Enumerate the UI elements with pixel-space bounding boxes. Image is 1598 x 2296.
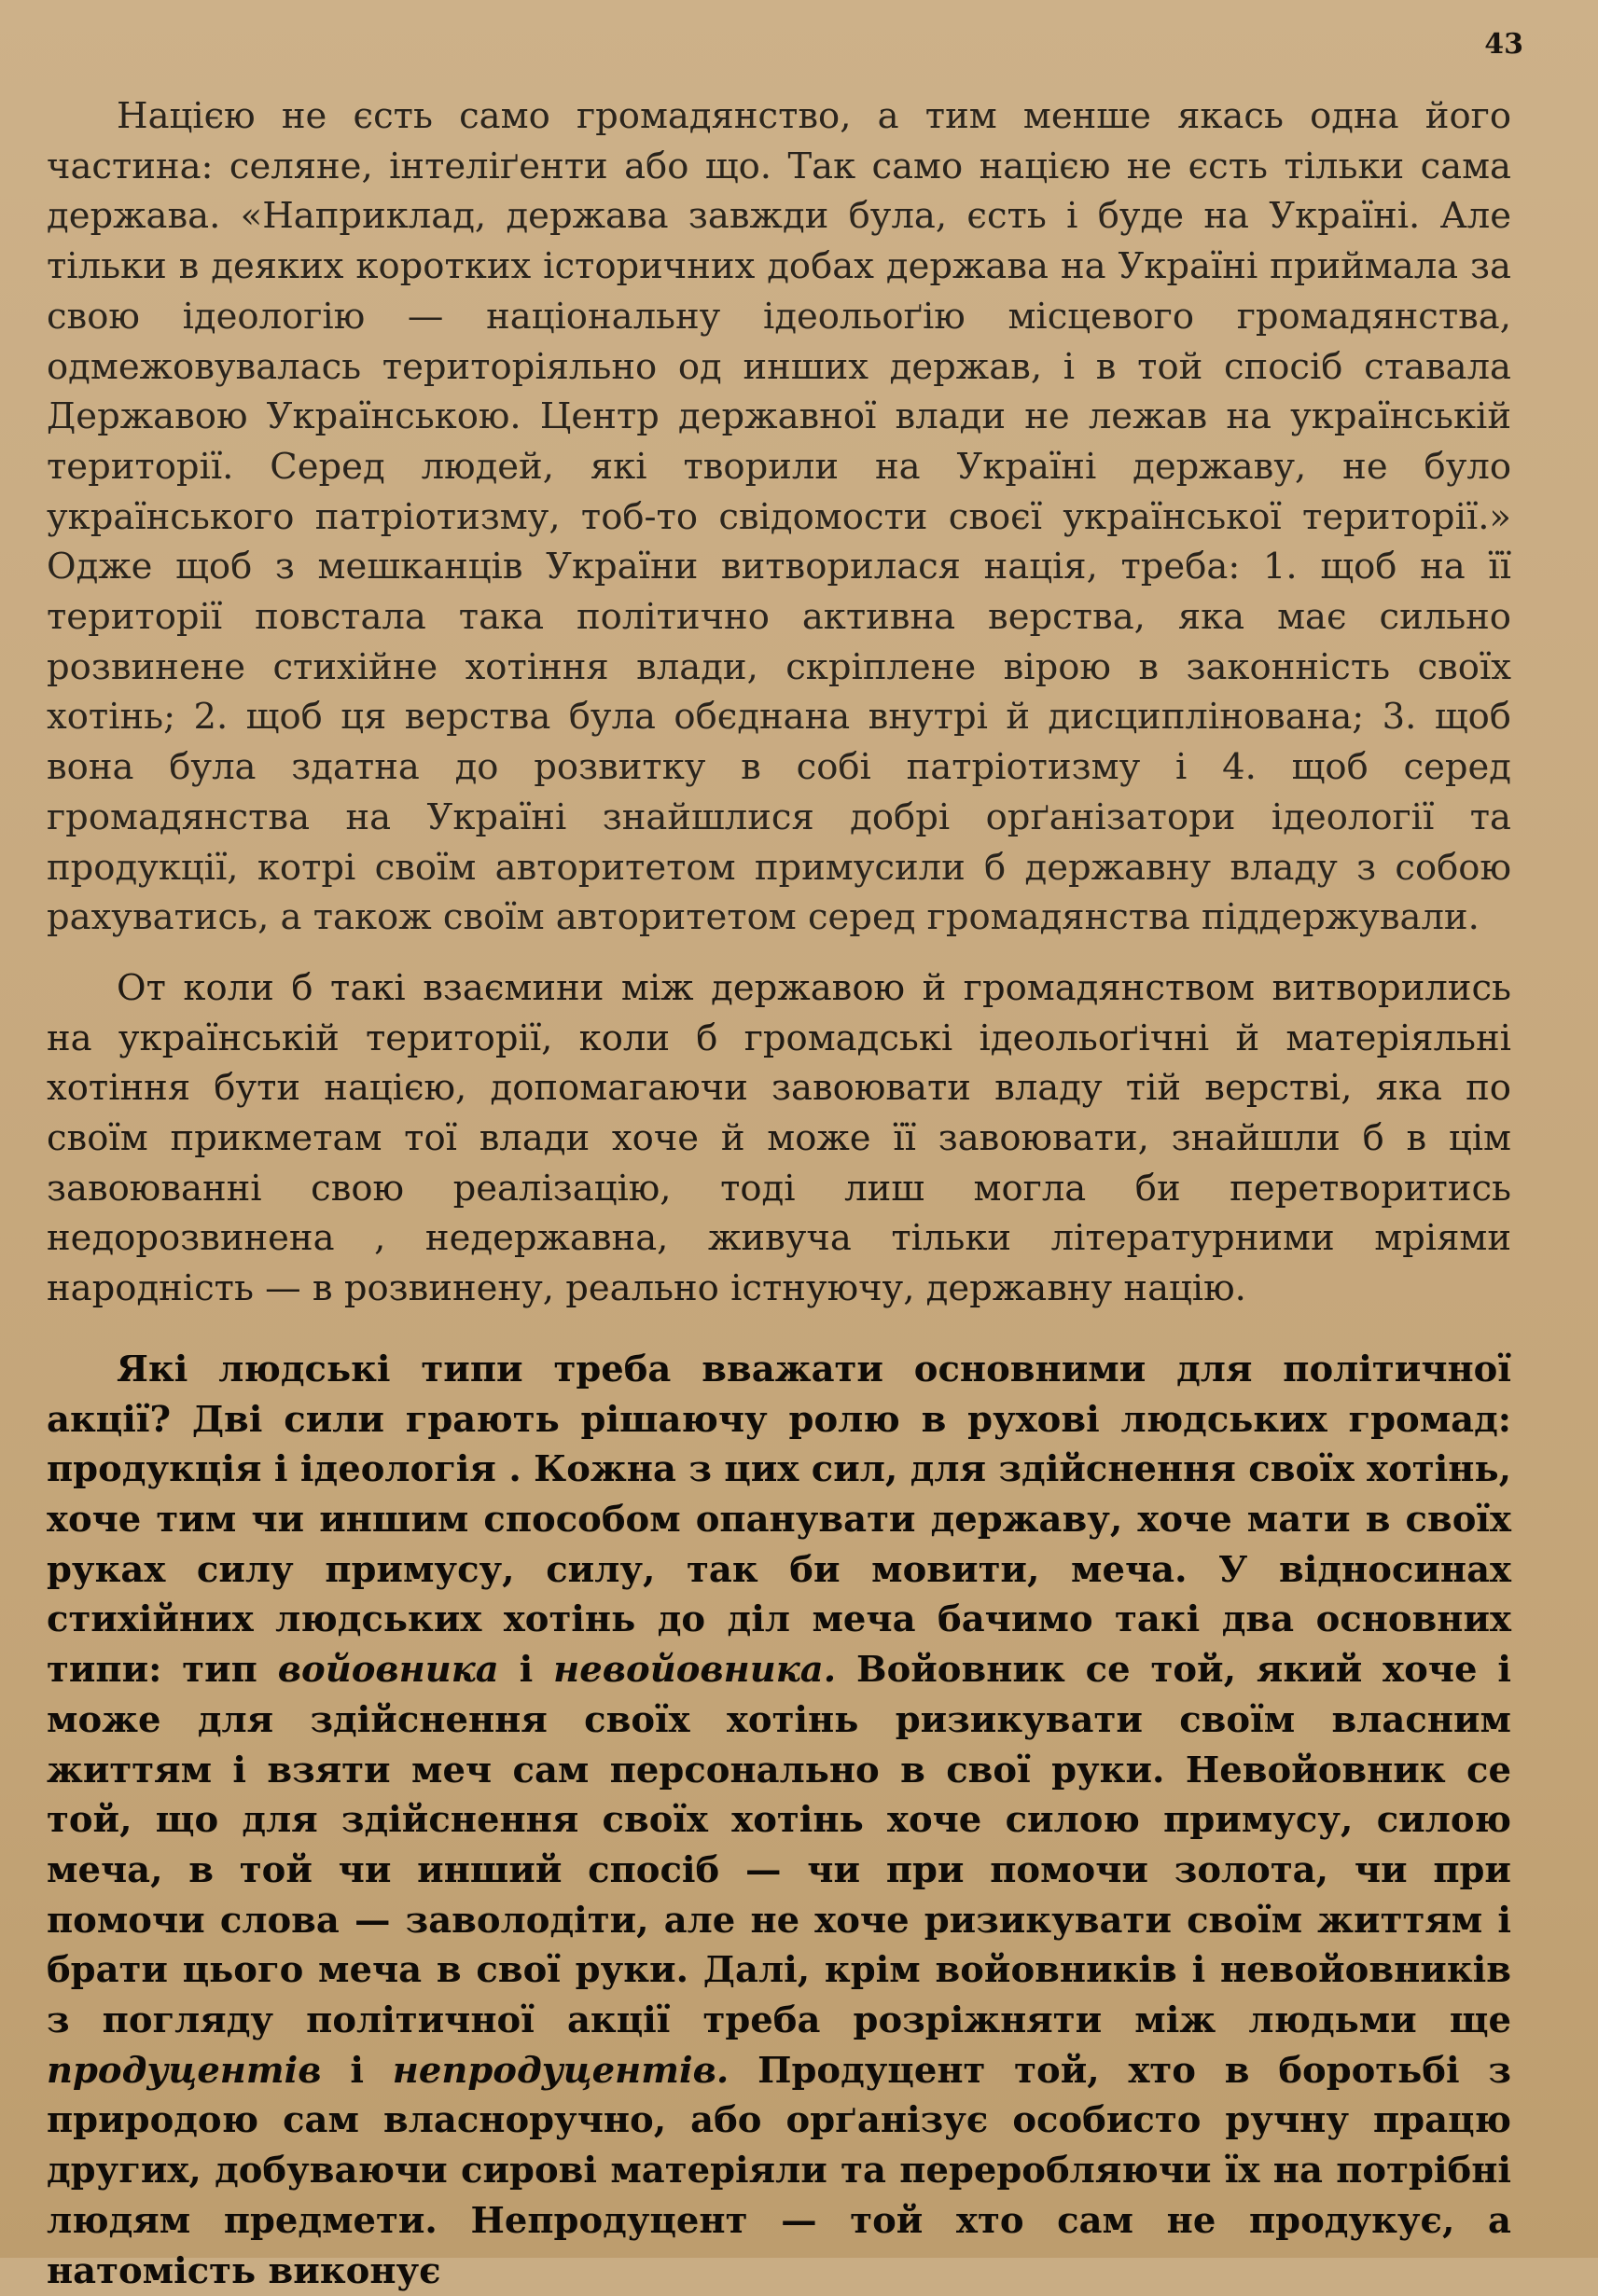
term-producers: продуцентів <box>47 2049 322 2092</box>
paragraph-text: От коли б такі взаємини між державою й громадянством витворились на українській території, коли б громадські ідеольоґічні й матеріяльні хотіння бути нацією, допомагаючи завоювати владу тій верстві, яка по своїм прикметам тої влади хоче й може її завоювати, знайшли б в цім завоюванні свою реалізацію, тоді лиш могла би перетворитись недорозвинена , недержавна, живуча тільки літературними мріями народність — в розвинену, реально істнуючу, державну націю. <box>47 966 1511 1310</box>
term-non-warrior: невойовника. <box>553 1649 837 1692</box>
paragraph-text: Нацією не єсть само громадянство, а тим менше якась одна його частина: селяне, інтеліґенти або що. Так само нацією не єсть тільки сама держава. «Наприклад, держава завжди була, єсть і буде на Україні. Але тільки в деяких коротких історичних добах держава на Україні приймала за свою ідеологію — національну ідеольоґію місцевого громадянства, одмежовувалась територіяльно од инших держав, і в той спосіб ставала Державою Українською. Центр державної влади не лежав на українській території. Серед людей, які творили на Україні державу, не було українського патріотизму, тоб-то свідомости своєї української території.» Одже щоб з мешканців України витворилася нація, треба: 1. щоб на її території повстала така політично активна верства, яка має сильно розвинене стихійне хотіння влади, скріплене вірою в законність своїх хотінь; 2. щоб ця верства була обєднана внутрі й дисциплінована; 3. щоб вона була здатна до розвитку в собі патріотизму і 4. щоб серед громадянства на Україні знайшлися добрі орґанізатори ідеології та продукції, котрі своїм авторитетом примусили б державну владу з собою рахуватись, а також своїм авторитетом серед громадянства піддержували. <box>47 95 1511 939</box>
page-body <box>47 91 1511 2296</box>
paragraph-text: і <box>321 2049 393 2092</box>
term-warrior: войовника <box>277 1649 499 1692</box>
term-non-producers: непродуцентів. <box>392 2049 730 2092</box>
page-number: 43 <box>1484 28 1523 61</box>
paragraph-text: Які людські типи треба вважати основними для політичної акції? Дві сили грають рішаючу ролю в рухові людських громад: продукція і ідеологія . Кожна з цих сил, для здійснення своїх хотінь, хоче тим чи иншим способом опанувати державу, хоче мати в своїх руках силу примусу, силу, так би мовити, меча. У відносинах стихійних людських хотінь до діл меча бачимо такі два основних типи: тип <box>47 1348 1511 1692</box>
paragraph-state-relations <box>47 963 1511 1314</box>
paragraph-human-types <box>47 1345 1511 2296</box>
paragraph-nation-definition <box>47 91 1511 943</box>
paragraph-text: Продуцент той, хто в боротьбі з природою сам власноручно, або орґанізує особисто ручну працю других, добуваючи сирові матеріяли та переробляючи їх на потрібні людям предмети. Непродуцент — той хто сам не продукує, а натомість виконує <box>47 2049 1511 2292</box>
paragraph-text: і <box>498 1649 554 1692</box>
paragraph-text: Войовник се той, який хоче і може для здійснення своїх хотінь ризикувати своїм власним життям і взяти меч сам персонально в свої руки. Невойовник се той, що для здійснення своїх хотінь хоче силою примусу, силою меча, в той чи инший спосіб — чи при помочи золота, чи при помочи слова — заволодіти, але не хоче ризикувати своїм життям і брати цього меча в свої руки. Далі, крім войовників і невойовників з погляду політичної акції треба розріжняти між людьми ще <box>47 1649 1511 2042</box>
